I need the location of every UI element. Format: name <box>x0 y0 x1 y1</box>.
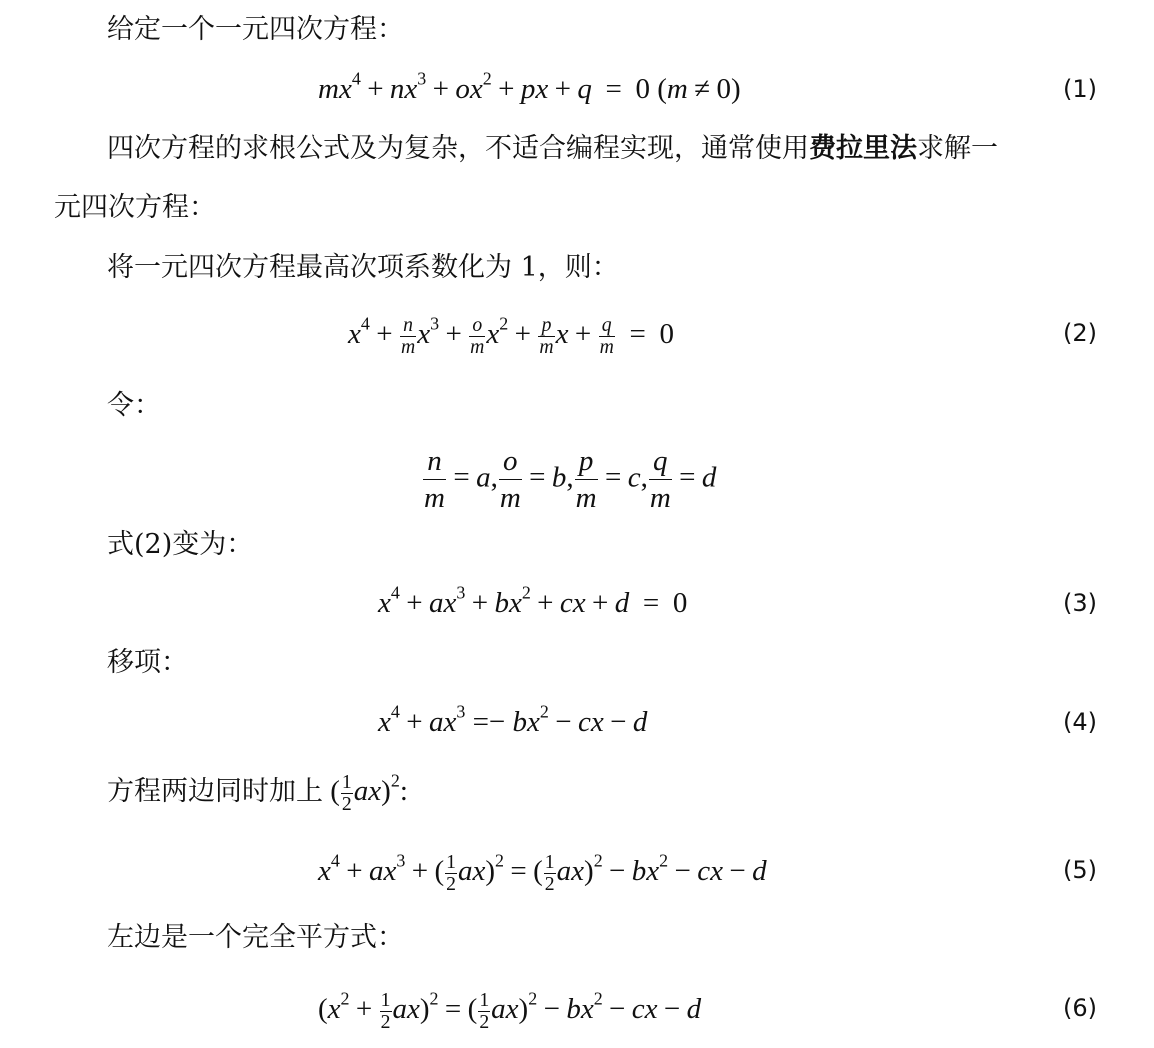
ferrari-method-term: 费拉里法 <box>809 133 917 164</box>
paragraph-add-both-sides-text: 方程两边同时加上 <box>107 775 323 807</box>
paragraph-perfect-square: 左边是一个完全平方式： <box>107 922 404 953</box>
equation-4: $x^4 + ax^3 =- bx^2$ − cx − d <box>378 701 648 738</box>
paragraph-let: 令： <box>107 390 161 421</box>
paragraph-ferrari-text-b: 求解一 <box>917 133 998 164</box>
paragraph-add-both-sides <box>107 772 408 814</box>
equation-2: $x^4$ + $\frac{n}{m}$ $x^3$ + $\frac{o}{m}$ $x^2$ + $\frac{p}{m}$ x + $\frac{q}{m}$ = 0 <box>348 313 674 358</box>
paragraph-ferrari <box>107 131 998 167</box>
inline-term: ( $\frac{1}{2}$ ax)$^2$: <box>330 770 408 815</box>
paragraph-ferrari-text-a: 四次方程的求根公式及为复杂，不适合编程实现，通常使用 <box>107 133 809 164</box>
equation-number-1: (1) <box>1063 75 1097 103</box>
equation-3: $x^4 + ax^3 + bx^2$ + cx + d = 0 <box>378 582 688 619</box>
paragraph-becomes: 式(2)变为： <box>107 529 254 560</box>
equation-5: $x^4 + ax^3$ + ( $\frac{1}{2}$ ax)$^2$ = ( $\frac{1}{2}$ $ax)^2 - bx^2$ − cx − d <box>318 850 767 895</box>
paragraph-ferrari-line-2: 元四次方程： <box>54 192 216 223</box>
equation-substitution: $\frac{n}{m}$ = a, $\frac{o}{m}$ = b, $\frac{p}{m}$ = c, $\frac{q}{m}$ = d <box>424 445 717 515</box>
equation-number-3: (3) <box>1063 589 1097 617</box>
equation-number-4: (4) <box>1063 708 1097 736</box>
paragraph-intro: 给定一个一元四次方程： <box>107 14 404 45</box>
equation-number-6: (6) <box>1063 994 1097 1022</box>
equation-number-2: (2) <box>1063 319 1097 347</box>
equation-number-5: (5) <box>1063 856 1097 884</box>
paragraph-transpose: 移项： <box>107 647 188 678</box>
equation-6: ($x^2$ + $\frac{1}{2}$ ax)$^2$ = ( $\frac{1}{2}$ $ax)^2 - bx^2$ − cx − d <box>318 988 702 1033</box>
equation-1: $mx^4 + nx^3 + ox^2$ + px + q = 0 (m ≠ 0) <box>318 68 741 105</box>
paragraph-normalize: 将一元四次方程最高次项系数化为 1，则： <box>107 252 619 283</box>
